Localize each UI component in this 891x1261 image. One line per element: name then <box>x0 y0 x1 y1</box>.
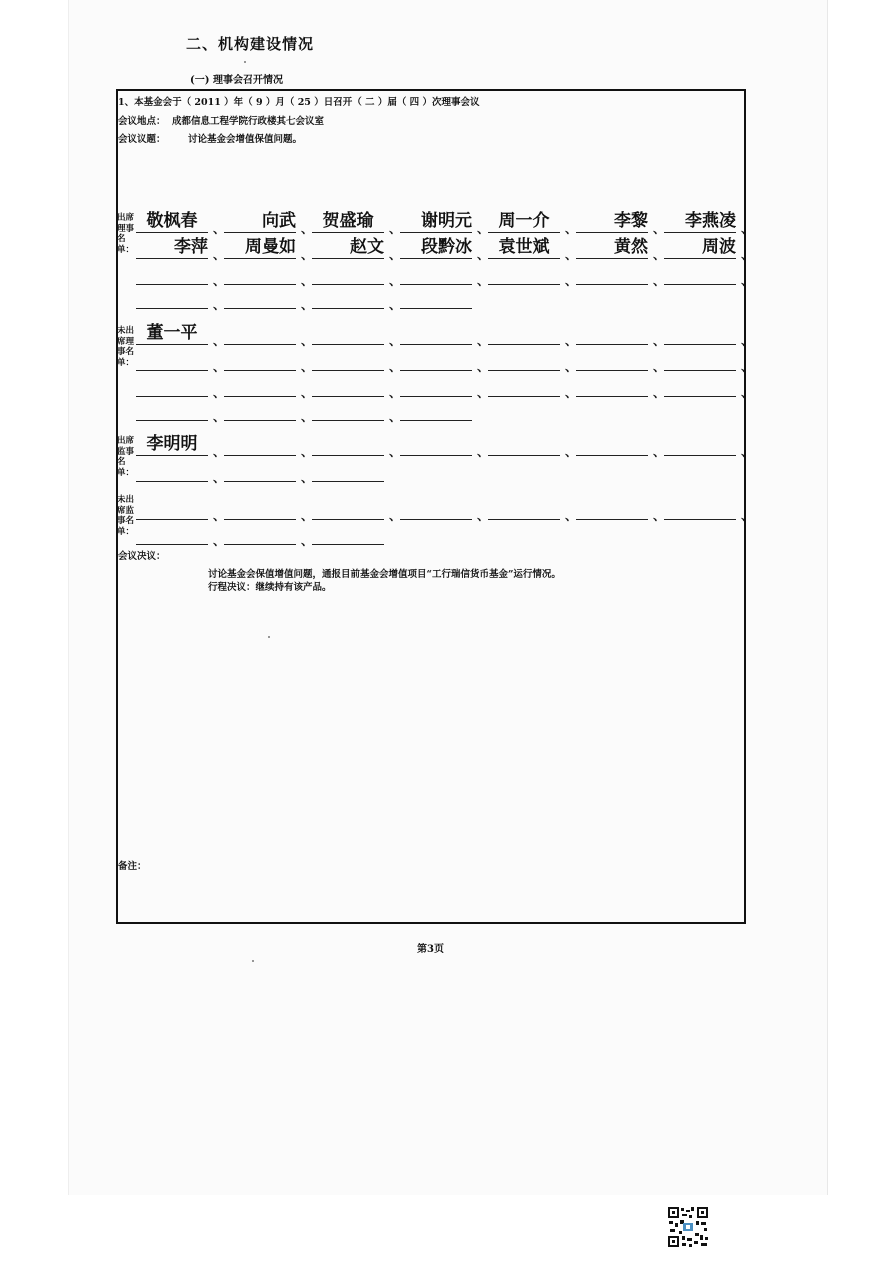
attending-director-name: 赵文 <box>312 236 384 259</box>
separator: 、 <box>565 509 578 523</box>
separator: 、 <box>213 222 226 236</box>
blank-slot <box>224 348 296 371</box>
absent-supervisors-label: 未出席监事名单： <box>117 495 135 537</box>
separator: 、 <box>477 360 490 374</box>
blank-slot <box>224 497 296 520</box>
separator: 、 <box>477 248 490 262</box>
blank-slot <box>224 374 296 397</box>
separator: 、 <box>213 534 226 548</box>
blank-slot <box>488 322 560 345</box>
blank-slot <box>576 433 648 456</box>
location-value: 成都信息工程学院行政楼其七会议室 <box>172 116 325 127</box>
separator: 、 <box>301 274 314 288</box>
separator: 、 <box>741 445 754 459</box>
separator: 、 <box>301 248 314 262</box>
blank-slot <box>224 522 296 545</box>
separator: 、 <box>741 360 754 374</box>
separator: 、 <box>477 222 490 236</box>
blank-slot <box>400 497 472 520</box>
resolution-line-1: 讨论基金会保值增值问题，通报目前基金会增值项目“工行瑞信货币基金”运行情况。 <box>208 569 561 580</box>
blank-slot <box>400 262 472 285</box>
blank-slot <box>576 348 648 371</box>
blank-slot <box>400 398 472 421</box>
blank-slot <box>312 459 384 482</box>
attending-director-name: 李黎 <box>576 210 648 233</box>
qr-code-icon <box>667 1206 709 1248</box>
separator: 、 <box>301 445 314 459</box>
separator: 、 <box>741 222 754 236</box>
blank-slot <box>664 497 736 520</box>
separator: 、 <box>213 298 226 312</box>
topic-label: 会议议题： <box>118 134 166 145</box>
blank-slot <box>312 286 384 309</box>
blank-slot <box>576 262 648 285</box>
separator: 、 <box>301 386 314 400</box>
blank-slot <box>664 374 736 397</box>
blank-slot <box>664 433 736 456</box>
blank-slot <box>400 286 472 309</box>
separator: 、 <box>741 509 754 523</box>
blank-slot <box>136 286 208 309</box>
separator: 、 <box>213 274 226 288</box>
separator: 、 <box>389 445 402 459</box>
attending-director-name: 敬枫春 <box>136 210 208 233</box>
speckle <box>252 960 254 962</box>
blank-slot <box>488 433 560 456</box>
blank-slot <box>312 522 384 545</box>
speckle <box>268 636 270 638</box>
attending-supervisor-name: 李明明 <box>136 433 208 456</box>
separator: 、 <box>389 274 402 288</box>
blank-slot <box>488 374 560 397</box>
separator: 、 <box>565 248 578 262</box>
separator: 、 <box>301 222 314 236</box>
attending-supervisors-label: 出席监事名单： <box>117 436 135 478</box>
attending-director-name: 黄然 <box>576 236 648 259</box>
blank-slot <box>576 497 648 520</box>
separator: 、 <box>653 360 666 374</box>
separator: 、 <box>301 360 314 374</box>
separator: 、 <box>301 334 314 348</box>
separator: 、 <box>565 222 578 236</box>
separator: 、 <box>653 334 666 348</box>
sub-title: (一) 理事会召开情况 <box>190 75 283 86</box>
resolution-line-2: 行程决议：继续持有该产品。 <box>208 582 332 593</box>
blank-slot <box>488 262 560 285</box>
separator: 、 <box>301 509 314 523</box>
separator: 、 <box>477 509 490 523</box>
blank-slot <box>400 348 472 371</box>
attending-director-name: 段黔冰 <box>400 236 472 259</box>
separator: 、 <box>213 509 226 523</box>
location-label: 会议地点： <box>118 116 166 127</box>
blank-slot <box>224 262 296 285</box>
separator: 、 <box>741 386 754 400</box>
speckle <box>244 61 246 63</box>
attending-director-name: 向武 <box>224 210 296 233</box>
blank-slot <box>136 348 208 371</box>
blank-slot <box>312 348 384 371</box>
blank-slot <box>224 459 296 482</box>
separator: 、 <box>653 445 666 459</box>
blank-slot <box>664 262 736 285</box>
separator: 、 <box>213 410 226 424</box>
separator: 、 <box>301 298 314 312</box>
attending-director-name: 周波 <box>664 236 736 259</box>
separator: 、 <box>301 410 314 424</box>
separator: 、 <box>389 386 402 400</box>
separator: 、 <box>565 360 578 374</box>
separator: 、 <box>213 360 226 374</box>
separator: 、 <box>301 471 314 485</box>
blank-slot <box>312 433 384 456</box>
separator: 、 <box>213 445 226 459</box>
separator: 、 <box>477 386 490 400</box>
separator: 、 <box>389 334 402 348</box>
separator: 、 <box>741 248 754 262</box>
blank-slot <box>664 348 736 371</box>
separator: 、 <box>213 334 226 348</box>
absent-director-name: 董一平 <box>136 322 208 345</box>
blank-slot <box>576 322 648 345</box>
attending-director-name: 李萍 <box>136 236 208 259</box>
separator: 、 <box>389 248 402 262</box>
blank-slot <box>400 322 472 345</box>
separator: 、 <box>389 298 402 312</box>
separator: 、 <box>653 386 666 400</box>
separator: 、 <box>653 248 666 262</box>
blank-slot <box>136 262 208 285</box>
separator: 、 <box>477 445 490 459</box>
separator: 、 <box>565 386 578 400</box>
blank-slot <box>312 374 384 397</box>
attending-director-name: 袁世斌 <box>488 236 560 259</box>
separator: 、 <box>741 334 754 348</box>
topic-value: 讨论基金会增值保值问题。 <box>188 134 303 145</box>
blank-slot <box>224 398 296 421</box>
blank-slot <box>136 398 208 421</box>
meeting-date-line: 1、本基金会于（ 2011 ）年（ 9 ）月（ 25 ）日召开（ 二 ）届（ 四 ）次理事会议 <box>118 97 480 108</box>
separator: 、 <box>213 471 226 485</box>
blank-slot <box>312 497 384 520</box>
section-title: 二、机构建设情况 <box>186 35 315 53</box>
resolution-label: 会议决议： <box>118 551 166 562</box>
blank-slot <box>136 374 208 397</box>
attending-director-name: 周曼如 <box>224 236 296 259</box>
attending-director-name: 李燕凌 <box>664 210 736 233</box>
blank-slot <box>400 433 472 456</box>
separator: 、 <box>389 222 402 236</box>
blank-slot <box>136 459 208 482</box>
blank-slot <box>224 322 296 345</box>
separator: 、 <box>653 222 666 236</box>
attending-director-name: 周一介 <box>488 210 560 233</box>
separator: 、 <box>213 386 226 400</box>
blank-slot <box>136 497 208 520</box>
blank-slot <box>224 286 296 309</box>
blank-slot <box>312 322 384 345</box>
separator: 、 <box>653 274 666 288</box>
page-number: 第3页 <box>417 944 444 955</box>
blank-slot <box>664 322 736 345</box>
attending-director-name: 贺盛瑜 <box>312 210 384 233</box>
blank-slot <box>488 348 560 371</box>
separator: 、 <box>389 360 402 374</box>
separator: 、 <box>389 410 402 424</box>
separator: 、 <box>565 334 578 348</box>
blank-slot <box>136 522 208 545</box>
separator: 、 <box>653 509 666 523</box>
blank-slot <box>312 262 384 285</box>
separator: 、 <box>389 509 402 523</box>
separator: 、 <box>301 534 314 548</box>
attending-director-name: 谢明元 <box>400 210 472 233</box>
separator: 、 <box>477 334 490 348</box>
blank-slot <box>400 374 472 397</box>
separator: 、 <box>565 274 578 288</box>
absent-directors-label: 未出席理事名单： <box>117 326 135 368</box>
attending-directors-label: 出席理事名单： <box>117 213 135 255</box>
blank-slot <box>312 398 384 421</box>
separator: 、 <box>213 248 226 262</box>
separator: 、 <box>741 274 754 288</box>
separator: 、 <box>565 445 578 459</box>
separator: 、 <box>477 274 490 288</box>
blank-slot <box>224 433 296 456</box>
blank-slot <box>488 497 560 520</box>
remarks-label: 备注： <box>118 861 147 872</box>
blank-slot <box>576 374 648 397</box>
